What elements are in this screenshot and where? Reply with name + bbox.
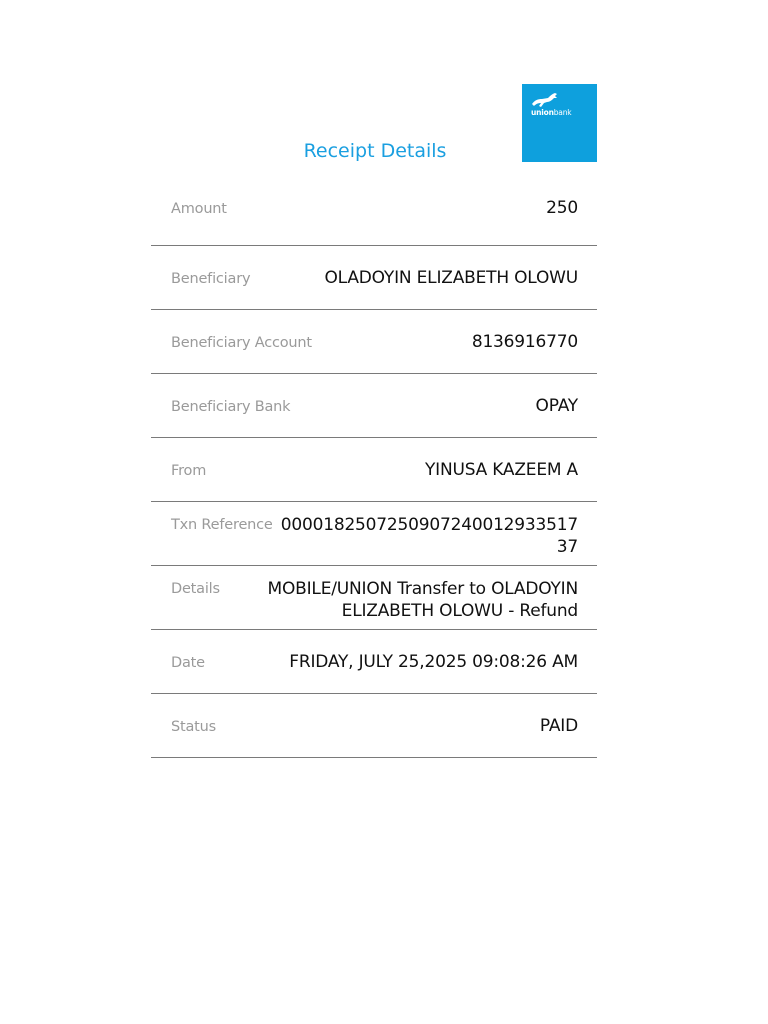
- txn-reference-label: Txn Reference: [171, 517, 273, 533]
- logo-wordmark: unionbank: [531, 108, 572, 117]
- beneficiary-label: Beneficiary: [171, 271, 251, 287]
- amount-label: Amount: [171, 201, 227, 217]
- date-value: FRIDAY, JULY 25,2025 09:08:26 AM: [289, 652, 578, 672]
- row-from: [151, 438, 597, 502]
- row-txn-reference: [151, 502, 597, 566]
- horse-icon: [530, 90, 560, 110]
- row-beneficiary-account: [151, 310, 597, 374]
- receipt-header: [151, 84, 597, 181]
- details-label: Details: [171, 581, 220, 597]
- beneficiary-account-value: 8136916770: [471, 332, 578, 352]
- receipt-card: [151, 84, 597, 758]
- receipt-details-list: [151, 181, 597, 758]
- beneficiary-bank-value: OPAY: [535, 396, 578, 416]
- date-label: Date: [171, 655, 205, 671]
- from-value: YINUSA KAZEEM A: [424, 460, 578, 480]
- page-title: Receipt Details: [303, 140, 447, 162]
- row-date: [151, 630, 597, 694]
- beneficiary-bank-label: Beneficiary Bank: [171, 399, 291, 415]
- row-status: [151, 694, 597, 758]
- row-amount: [151, 181, 597, 246]
- txn-reference-value: 000018250725090724001293351737: [280, 515, 578, 557]
- details-value: MOBILE/UNION Transfer to OLADOYIN ELIZABETH OLOWU - Refund: [267, 579, 578, 621]
- status-label: Status: [171, 719, 217, 735]
- row-details: [151, 566, 597, 630]
- beneficiary-account-label: Beneficiary Account: [171, 335, 312, 351]
- row-beneficiary: [151, 246, 597, 310]
- status-value: PAID: [539, 716, 578, 736]
- row-beneficiary-bank: [151, 374, 597, 438]
- amount-value: 250: [546, 198, 578, 218]
- from-label: From: [171, 463, 207, 479]
- beneficiary-value: OLADOYIN ELIZABETH OLOWU: [324, 268, 578, 288]
